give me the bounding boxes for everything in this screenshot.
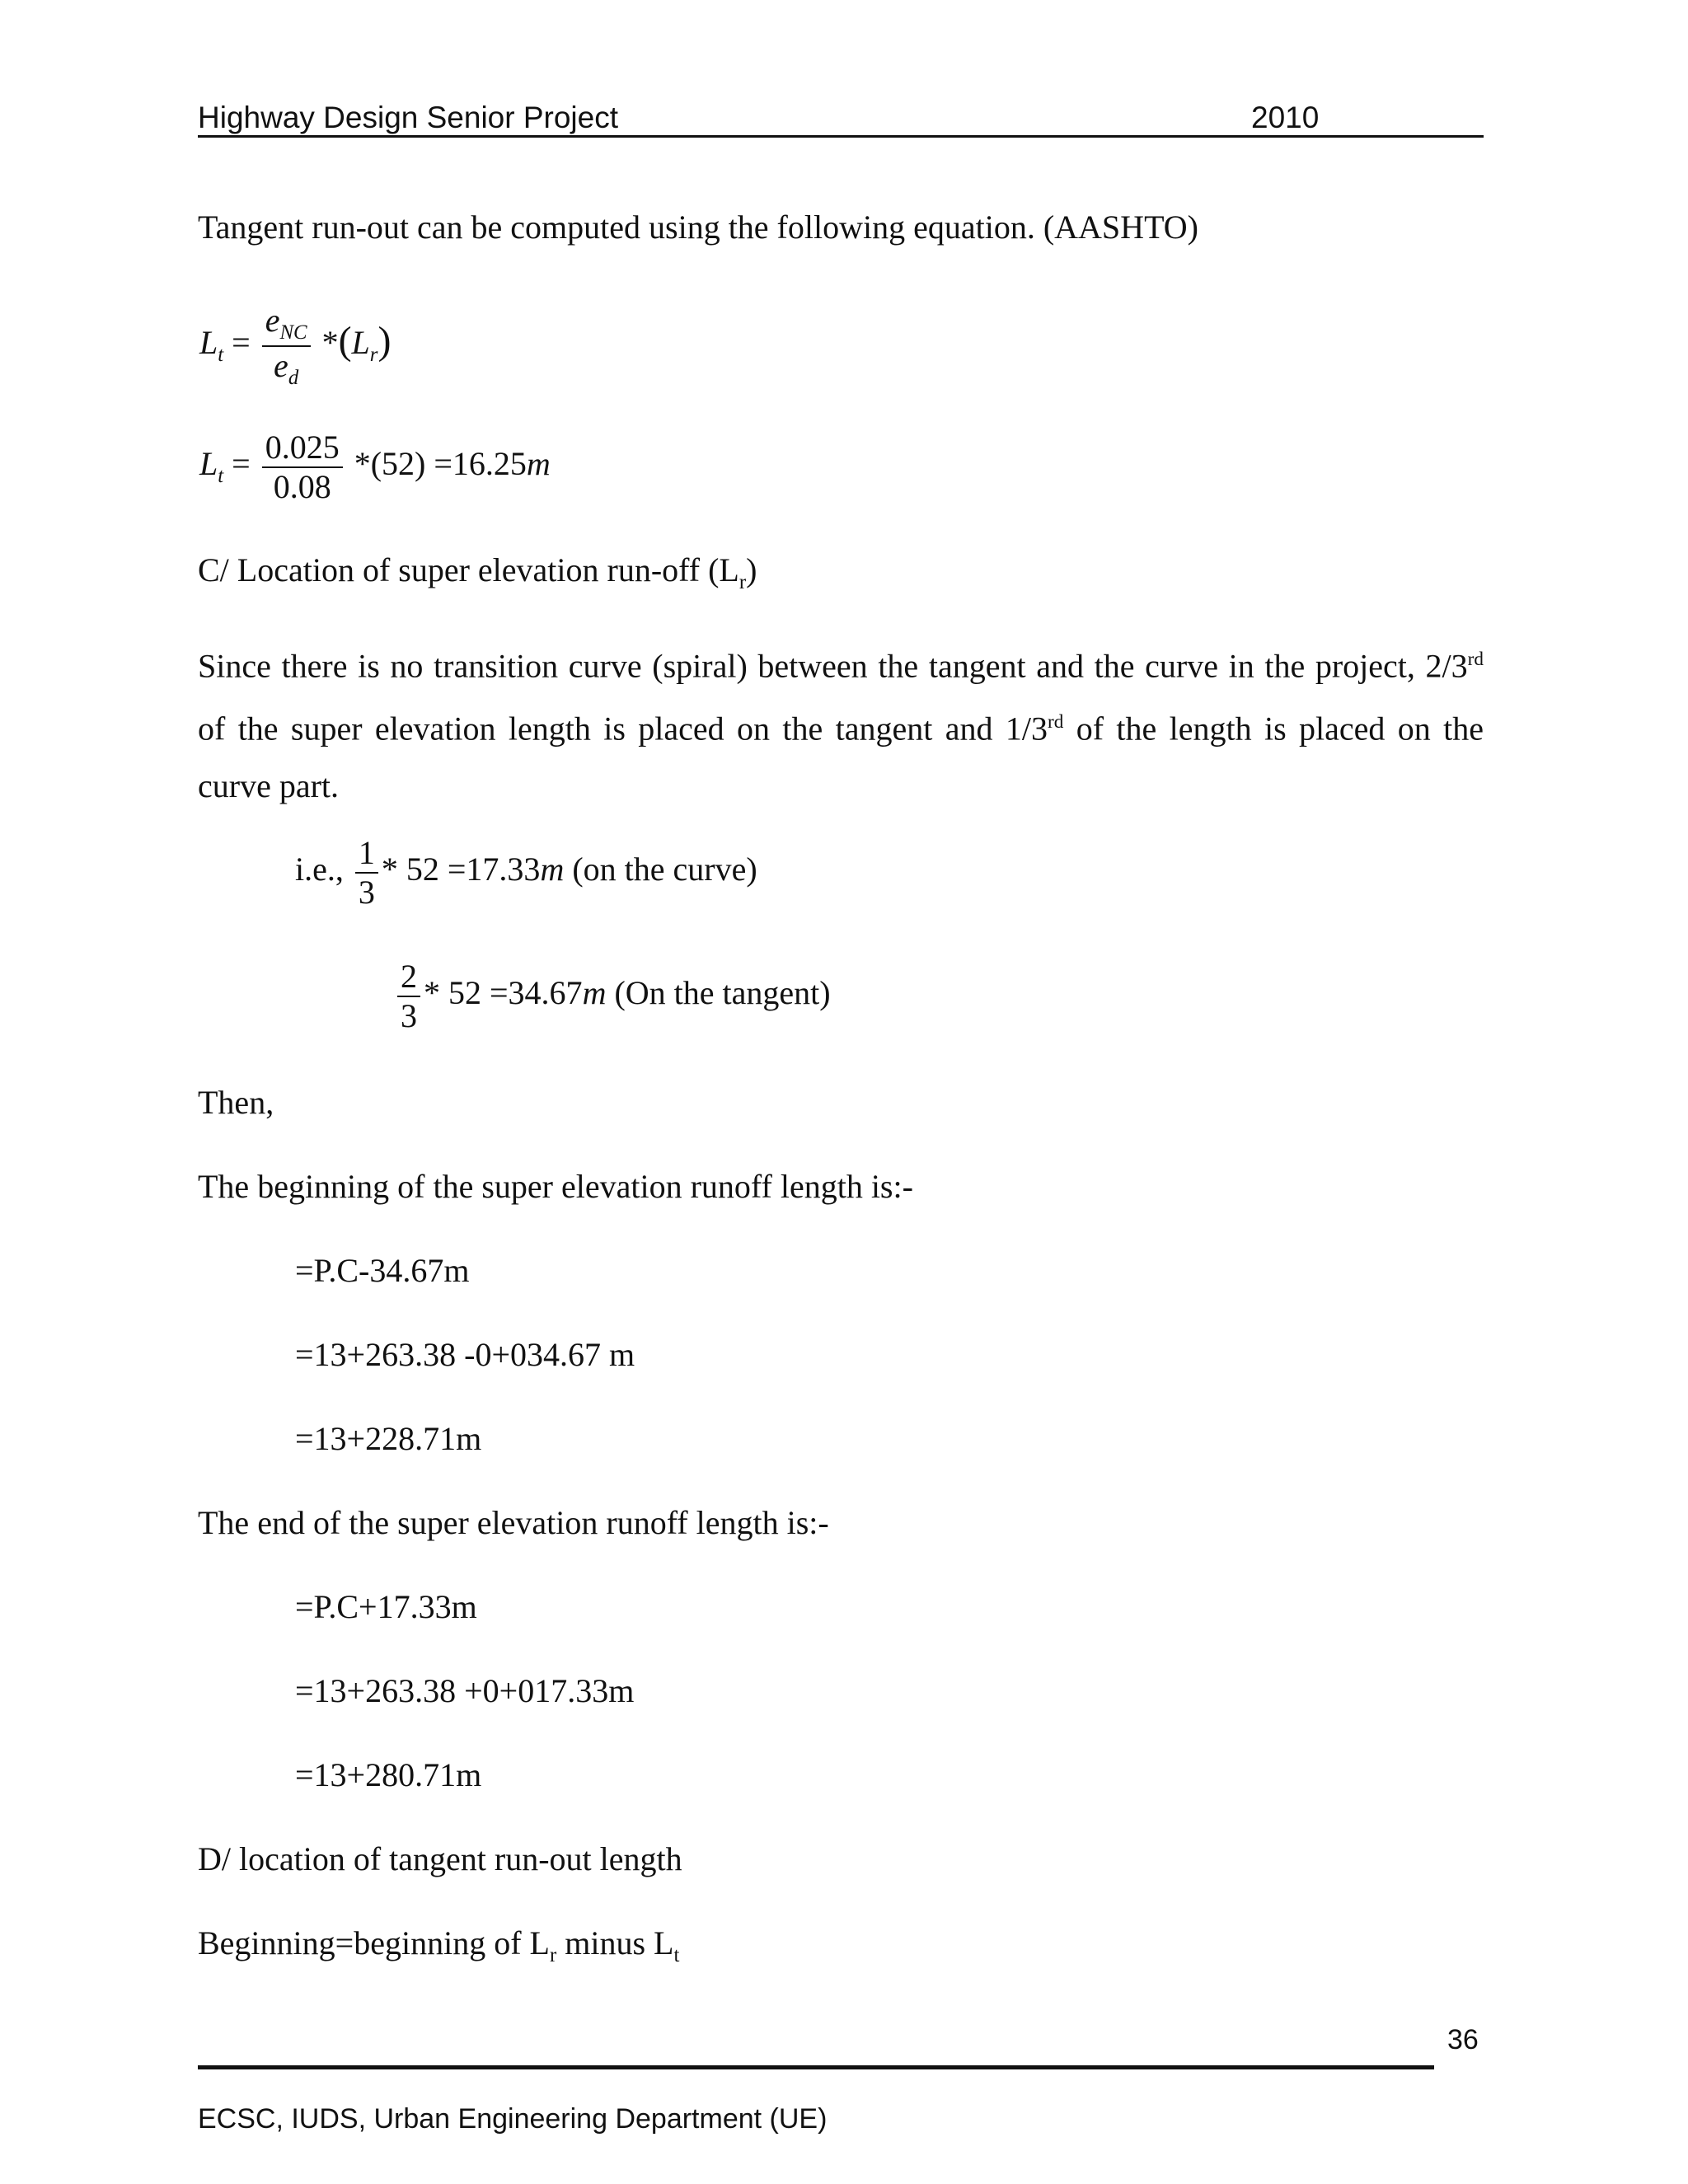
eq1-num-sub: NC — [279, 321, 307, 344]
calc2-note: (On the tangent) — [614, 974, 831, 1012]
eq2-num: 0.025 — [262, 430, 343, 468]
footer-rule — [198, 2065, 1434, 2069]
calc1-fraction — [355, 836, 378, 910]
equation-symbolic: $L_t$ = $\frac{e_{NC}}{e_d}$ $*(L_r)$ — [199, 302, 392, 390]
eq1-lhs-sub: t — [218, 344, 224, 367]
calc-on-tangent — [394, 959, 831, 1033]
calc1-expr: * 52 =17.33 — [381, 851, 541, 888]
end-label: The end of the super elevation runoff length is:- — [198, 1504, 829, 1541]
calc1-num: 1 — [355, 836, 378, 874]
beginning-line-1: =P.C-34.67m — [295, 1252, 470, 1289]
equation-numeric: $L_t$ = $\frac{0.025}{0.08}$ *(52) =16.25m — [199, 429, 551, 505]
beginning-line-2: =13+263.38 -0+034.67 m — [295, 1336, 635, 1373]
footer-department: ECSC, IUDS, Urban Engineering Department (UE) — [198, 2103, 828, 2135]
paragraph-sup-1: rd — [1467, 649, 1484, 670]
final-line — [198, 1924, 680, 1966]
calc2-den: 3 — [401, 997, 417, 1034]
eq1-rhs: L — [351, 324, 370, 362]
eq2-den: 0.08 — [273, 468, 331, 505]
final-prefix: Beginning=beginning of L — [198, 1924, 550, 1961]
end-line-3: =13+280.71m — [295, 1756, 482, 1793]
beginning-line-3: =13+228.71m — [295, 1420, 482, 1457]
calc-on-curve — [295, 836, 757, 910]
calc1-unit: m — [540, 851, 565, 888]
calc2-expr: * 52 =34.67 — [424, 974, 583, 1012]
end-line-1: =P.C+17.33m — [295, 1588, 477, 1625]
eq2-mult: *(52) =16.25 — [354, 445, 527, 483]
transition-paragraph — [198, 631, 1484, 814]
calc2-num: 2 — [397, 959, 420, 997]
calc2-unit: m — [582, 974, 607, 1012]
eq1-rhs-sub: r — [369, 344, 378, 367]
section-c-heading-text: C/ Location of super elevation run-off (L — [198, 551, 739, 588]
paragraph-sup-2: rd — [1048, 711, 1064, 733]
calc1-prefix: i.e., — [295, 851, 344, 888]
paragraph-part-1: Since there is no transition curve (spiral) between the tangent and the curve in the project, 2/3 — [198, 647, 1468, 685]
eq1-op: * — [321, 324, 339, 362]
page-number: 36 — [1447, 2024, 1479, 2055]
eq1-den: e — [274, 347, 288, 385]
eq2-lhs: L — [199, 445, 218, 483]
header-rule — [198, 135, 1484, 138]
calc1-den: 3 — [358, 874, 375, 911]
eq1-lhs: L — [199, 324, 218, 362]
eq2-lhs-sub: t — [218, 465, 224, 488]
eq1-den-sub: d — [288, 367, 299, 390]
paragraph-part-3: of the length is placed on the curve part. — [198, 710, 1484, 804]
section-c-heading — [198, 551, 757, 593]
section-c-heading-sub: r — [738, 571, 747, 593]
header-year: 2010 — [1251, 101, 1320, 134]
beginning-label: The beginning of the super elevation runoff length is:- — [198, 1168, 913, 1205]
then-text: Then, — [198, 1084, 274, 1121]
final-sub-2: t — [673, 1944, 680, 1966]
calc1-note: (on the curve) — [572, 851, 757, 888]
eq2-fraction — [262, 430, 343, 504]
section-c-heading-close: ) — [746, 551, 757, 588]
final-sub-1: r — [549, 1944, 557, 1966]
final-mid: minus L — [556, 1924, 674, 1961]
calc2-fraction — [397, 959, 420, 1033]
eq1-num: e — [265, 302, 280, 339]
eq2-unit: m — [526, 445, 551, 483]
eq1-fraction — [262, 303, 311, 389]
header-title: Highway Design Senior Project — [198, 101, 619, 134]
end-line-2: =13+263.38 +0+017.33m — [295, 1672, 635, 1709]
section-d-heading: D/ location of tangent run-out length — [198, 1840, 682, 1877]
paragraph-part-2: of the super elevation length is placed on the tangent and 1/3 — [198, 710, 1048, 748]
intro-text: Tangent run-out can be computed using the following equation. (AASHTO) — [198, 209, 1198, 246]
